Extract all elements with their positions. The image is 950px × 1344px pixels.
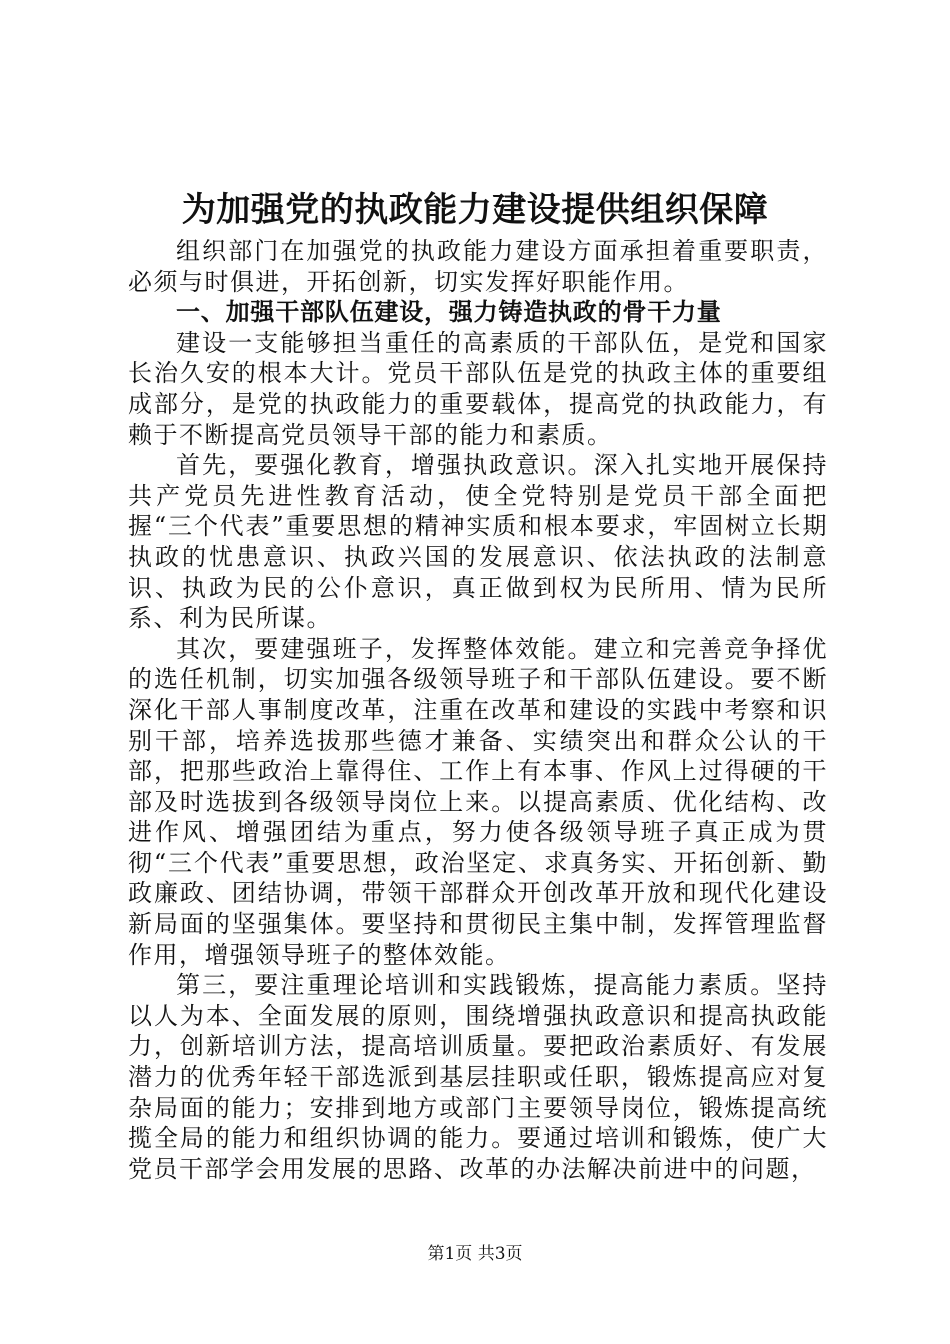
intro-paragraph: 组织部门在加强党的执政能力建设方面承担着重要职责，必须与时俱进，开拓创新，切实发挥好职能作用。 [128, 237, 828, 296]
document-body [128, 236, 828, 1184]
section-heading: 一、加强干部队伍建设，强力铸造执政的骨干力量 [176, 298, 722, 327]
body-paragraph: 第三，要注重理论培训和实践锻炼，提高能力素质。坚持以人为本、全面发展的原则，围绕增强执政意识和提高执政能力，创新培训方法，提高培训质量。要把政治素质好、有发展潜力的优秀年轻干部选派到基层挂职或任职，锻炼提高应对复杂局面的能力；安排到地方或部门主要领导岗位，锻炼提高统揽全局的能力和组织协调的能力。要通过培训和锻炼，使广大党员干部学会用发展的思路、改革的办法解决前进中的问题， [128, 971, 828, 1183]
page-footer: 第1页 共3页 [427, 1244, 523, 1264]
body-paragraph: 建设一支能够担当重任的高素质的干部队伍，是党和国家长治久安的根本大计。党员干部队伍是党的执政主体的重要组成部分，是党的执政能力的重要载体，提高党的执政能力，有赖于不断提高党员领导干部的能力和素质。 [128, 328, 828, 449]
body-paragraph: 其次，要建强班子，发挥整体效能。建立和完善竞争择优的选任机制，切实加强各级领导班子和干部队伍建设。要不断深化干部人事制度改革，注重在改革和建设的实践中考察和识别干部，培养选拔那些德才兼备、实绩突出和群众公认的干部，把那些政治上靠得住、工作上有本事、作风上过得硬的干部及时选拔到各级领导岗位上来。以提高素质、优化结构、改进作风、增强团结为重点，努力使各级领导班子真正成为贯彻“三个代表”重要思想，政治坚定、求真务实、开拓创新、勤政廉政、团结协调，带领干部群众开创改革开放和现代化建设新局面的坚强集体。要坚持和贯彻民主集中制，发挥管理监督作用，增强领导班子的整体效能。 [128, 634, 828, 969]
body-paragraph: 首先，要强化教育，增强执政意识。深入扎实地开展保持共产党员先进性教育活动，使全党特别是党员干部全面把握“三个代表”重要思想的精神实质和根本要求，牢固树立长期执政的忧患意识、执政兴国的发展意识、依法执政的法制意识、执政为民的公仆意识，真正做到权为民所用、情为民所系、利为民所谋。 [128, 451, 828, 633]
document-title: 为加强党的执政能力建设提供组织保障 [181, 190, 769, 230]
